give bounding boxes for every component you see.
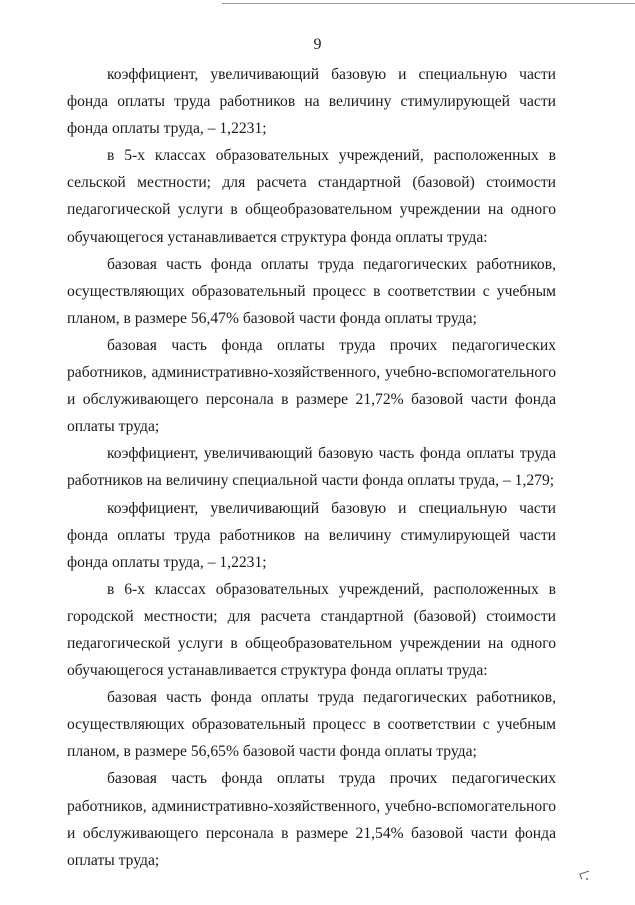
paragraph: коэффициент, увеличивающий базовую и специальную части фонда оплаты труда работников на величину стимулирующей части фонда оплаты труда, – 1,2231; — [67, 66, 556, 138]
page-number: 9 — [313, 36, 322, 53]
paragraph: базовая часть фонда оплаты труда прочих педагогических работников, административно-хозяйственного, учебно-вспомогательного и обслуживающего персонала в размере 21,54% базовой части фонда оплаты труда; — [67, 770, 556, 869]
scan-top-rule — [222, 3, 635, 4]
document-body — [67, 61, 556, 874]
paragraph: базовая часть фонда оплаты труда педагогических работников, осуществляющих образовательный процесс в соответствии с учебным планом, в размере 56,47% базовой части фонда оплаты труда; — [67, 255, 556, 327]
paragraph: коэффициент, увеличивающий базовую и специальную части фонда оплаты труда работников на величину стимулирующей части фонда оплаты труда, – 1,2231; — [67, 499, 556, 571]
paragraph: в 6-х классах образовательных учреждений, расположенных в городской местности; для расчета стандартной (базовой) стоимости педагогической услуги в общеобразовательном учреждении на одного обучающегося устанавливается структура фонда оплаты труда: — [67, 580, 556, 680]
scan-artifact-dot — [586, 878, 588, 880]
paragraph: коэффициент, увеличивающий базовую часть фонда оплаты труда работников на величину специальной части фонда оплаты труда, – 1,279; — [67, 445, 556, 490]
paragraph: базовая часть фонда оплаты труда прочих педагогических работников, административно-хозяйственного, учебно-вспомогательного и обслуживающего персонала в размере 21,72% базовой части фонда оплаты труда; — [67, 336, 556, 436]
scan-artifact-mark — [579, 871, 590, 880]
paragraph: базовая часть фонда оплаты труда педагогических работников, осуществляющих образовательный процесс в соответствии с учебным планом, в размере 56,65% базовой части фонда оплаты труда; — [67, 689, 556, 761]
paragraph: в 5-х классах образовательных учреждений, расположенных в сельской местности; для расчета стандартной (базовой) стоимости педагогической услуги в общеобразовательном учреждении на одного обучающегося устанавливается структура фонда оплаты труда: — [67, 147, 556, 246]
